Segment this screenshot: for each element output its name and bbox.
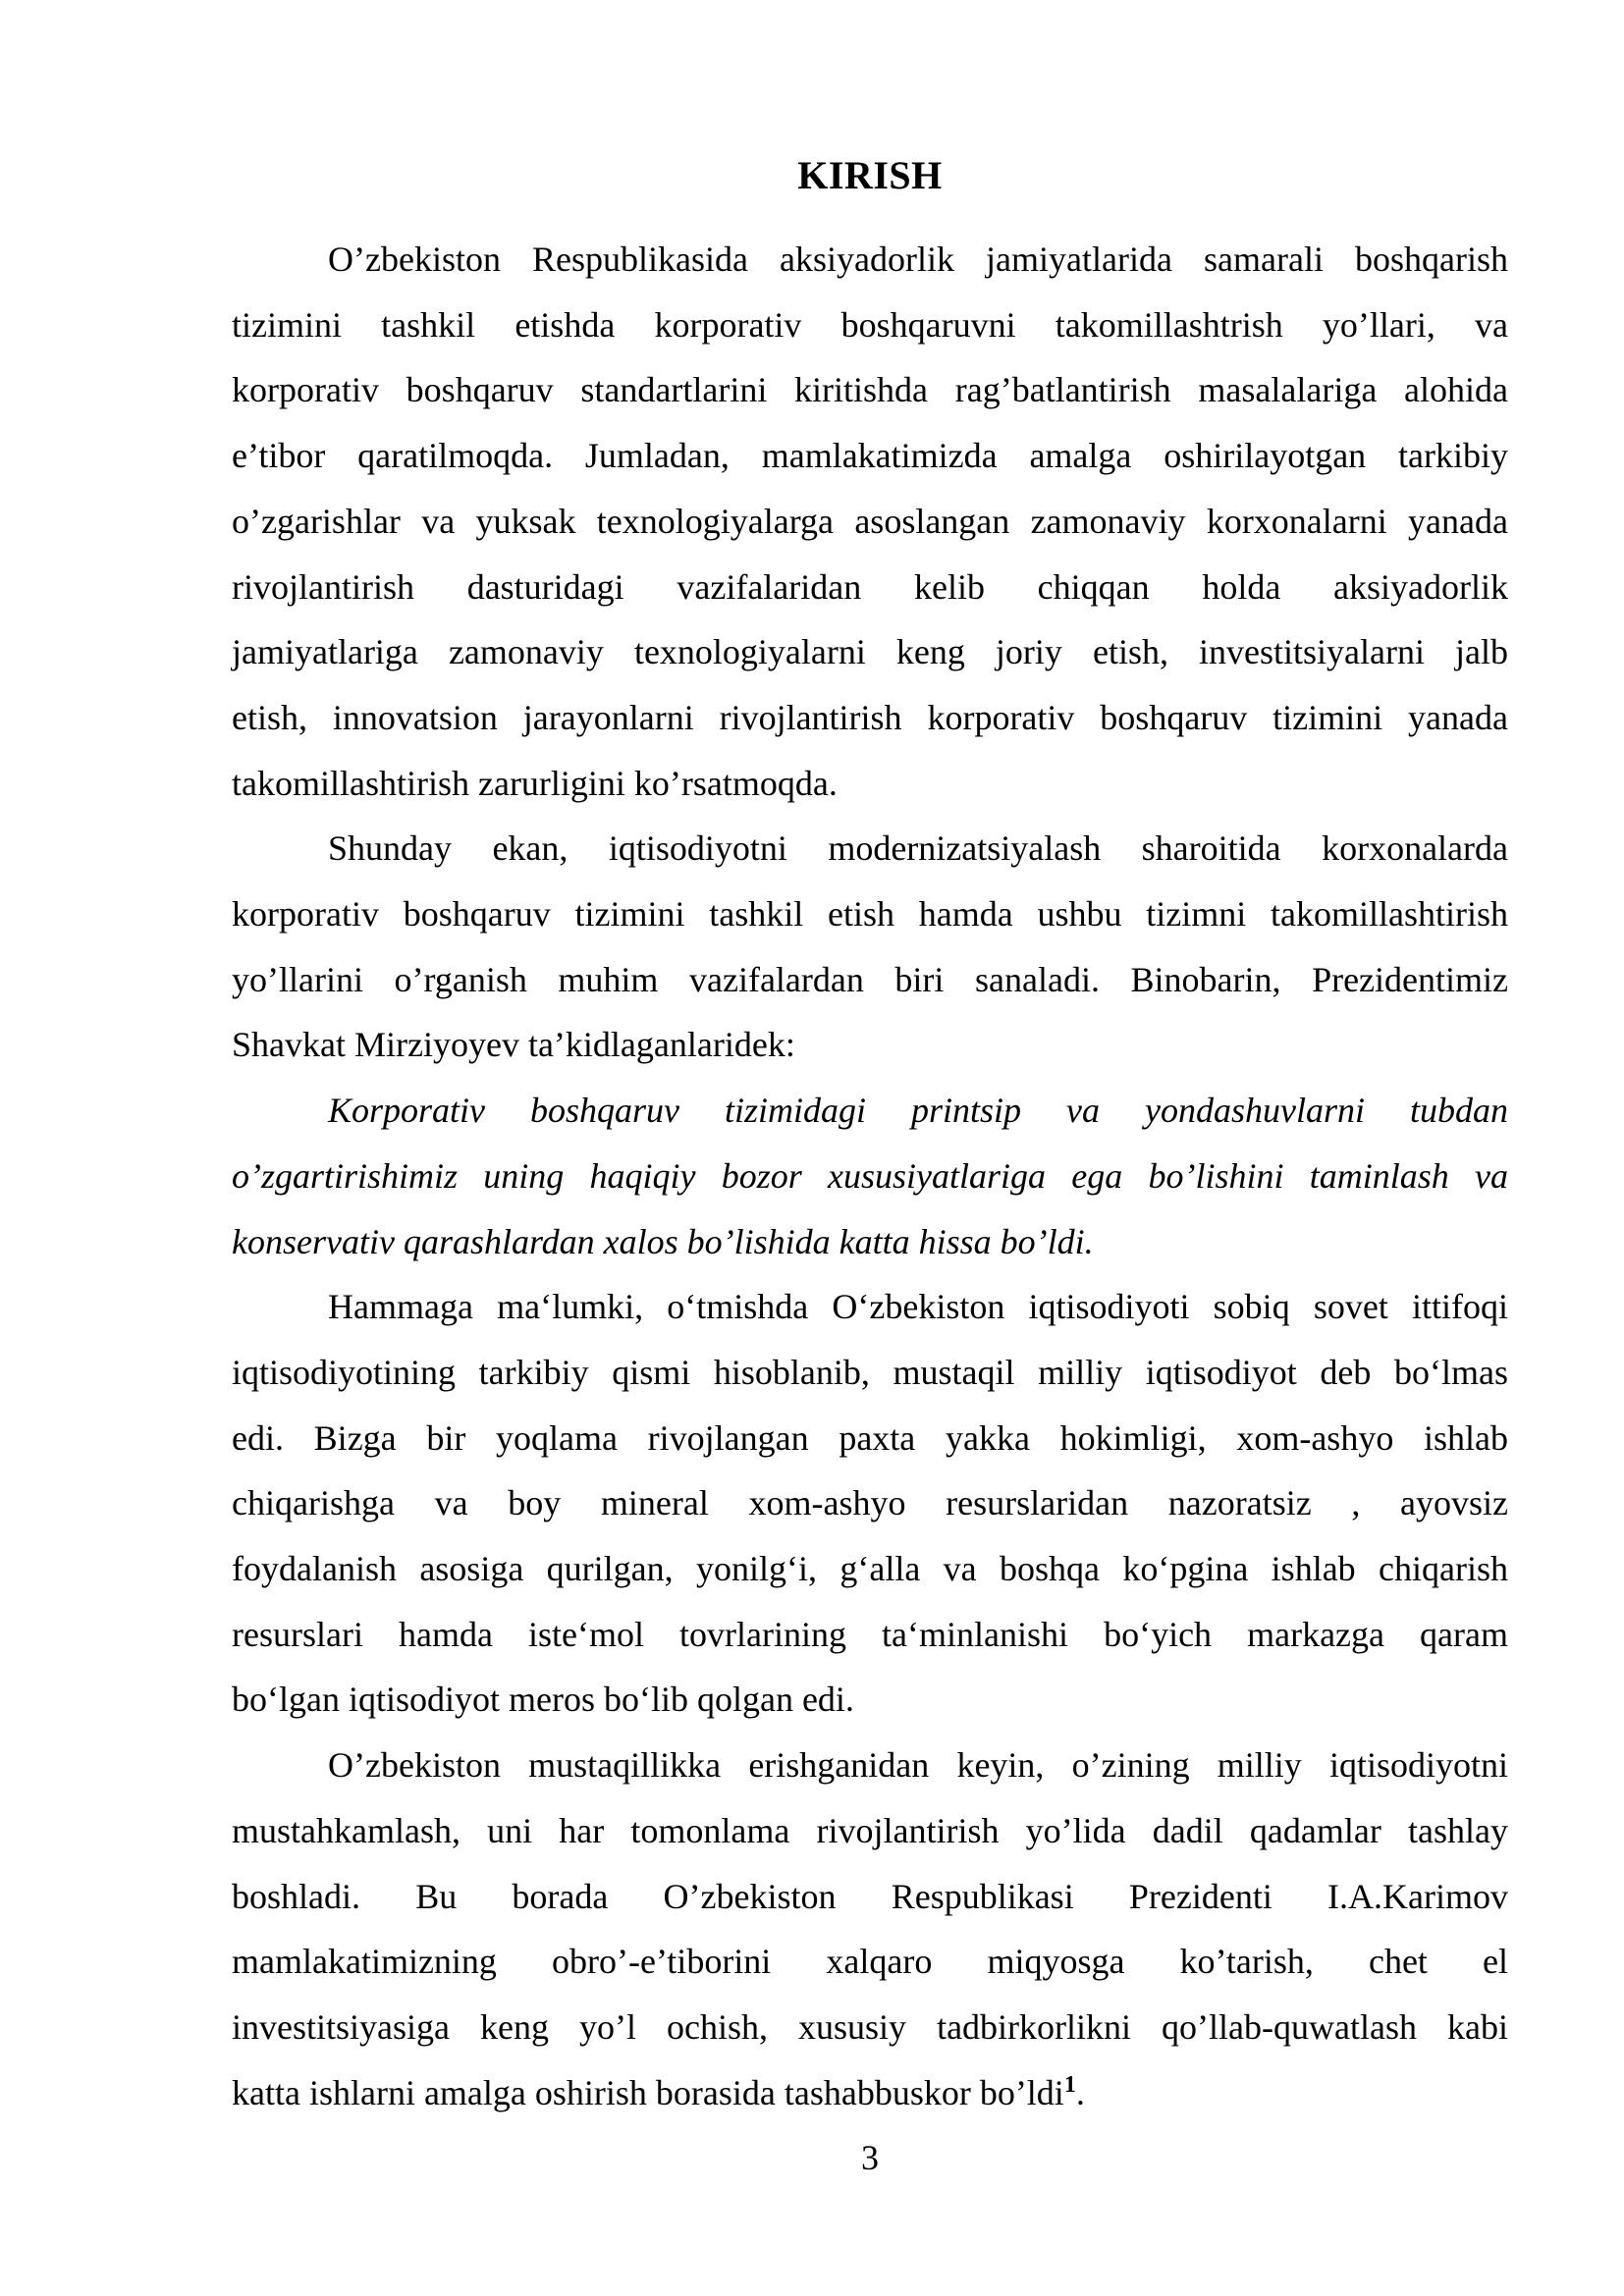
text-segment: katta ishlarni amalga oshirish borasida tashabbuskor bo’ldi — [232, 2072, 1064, 2112]
paragraph-5 — [232, 1733, 1508, 2125]
text-line: mamlakatimizning obro’-e’tiborini xalqaro miqyosga ko’tarish, chet el — [232, 1942, 1508, 1982]
text-line: investitsiyasiga keng yo’l ochish, xususiy tadbirkorlikni qo’llab-quwatlash kabi — [232, 2006, 1508, 2047]
text-line: jamiyatlariga zamonaviy texnologiyalarni keng joriy etish, investitsiyalarni jalb — [232, 632, 1508, 672]
text-line: Shunday ekan, iqtisodiyotni modernizatsiyalash sharoitida korxonalarda — [328, 828, 1508, 869]
text-line: konservativ qarashlardan xalos bo’lishida katta hissa bo’ldi. — [232, 1221, 1094, 1261]
text-line: tizimini tashkil etishda korporativ boshqaruvni takomillashtrish yo’llari, va — [232, 304, 1508, 345]
page-title: KIRISH — [797, 153, 943, 197]
text-line: korporativ boshqaruv tizimini tashkil etish hamda ushbu tizimni takomillashtirish — [232, 894, 1508, 934]
text-line: korporativ boshqaruv standartlarini kiritishda rag’batlantirish masalalariga alohida — [232, 370, 1508, 410]
text-line: rivojlantirish dasturidagi vazifalaridan kelib chiqqan holda aksiyadorlik — [232, 566, 1508, 607]
text-line: Hammaga ma‘lumki, o‘tmishda O‘zbekiston iqtisodiyoti sobiq sovet ittifoqi — [328, 1287, 1508, 1327]
footnote-reference: 1 — [1063, 2071, 1076, 2098]
text-line: Korporativ boshqaruv tizimidagi printsip va yondashuvlarni tubdan — [328, 1091, 1508, 1131]
paragraph-4 — [232, 1274, 1508, 1733]
page-number: 3 — [861, 2138, 879, 2178]
text-line: o’zgarishlar va yuksak texnologiyalarga asoslangan zamonaviy korxonalarni yanada — [232, 501, 1508, 541]
text-line: edi. Bizga bir yoqlama rivojlangan paxta yakka hokimligi, xom-ashyo ishlab — [232, 1417, 1508, 1458]
text-line: boshladi. Bu borada O’zbekiston Respublikasi Prezidenti I.A.Karimov — [232, 1876, 1508, 1916]
text-line: O’zbekiston mustaqillikka erishganidan keyin, o’zining milliy iqtisodiyotni — [328, 1745, 1508, 1786]
text-line: resurslari hamda iste‘mol tovrlarining ta‘minlanishi bo‘yich markazga qaram — [232, 1614, 1508, 1654]
text-line: yo’llarini o’rganish muhim vazifalardan biri sanaladi. Binobarin, Prezidentimiz — [232, 959, 1508, 999]
text-line: iqtisodiyotining tarkibiy qismi hisoblanib, mustaqil milliy iqtisodiyot deb bo‘lmas — [232, 1352, 1508, 1392]
text-line: Shavkat Mirziyoyev ta’kidlaganlaridek: — [232, 1025, 795, 1065]
paragraph-2 — [232, 816, 1508, 1078]
document-body — [232, 227, 1508, 2125]
paragraph-3-quote — [232, 1078, 1508, 1274]
text-line — [232, 2060, 1508, 2126]
text-line: O’zbekiston Respublikasida aksiyadorlik jamiyatlarida samarali boshqarish — [328, 240, 1508, 279]
text-segment: . — [1075, 2072, 1085, 2112]
text-line: bo‘lgan iqtisodiyot meros bo‘lib qolgan edi. — [232, 1680, 854, 1720]
text-line: takomillashtirish zarurligini ko’rsatmoqda. — [232, 763, 838, 803]
text-line: chiqarishga va boy mineral xom-ashyo resurslaridan nazoratsiz , ayovsiz — [232, 1483, 1508, 1523]
text-line: e’tibor qaratilmoqda. Jumladan, mamlakatimizda amalga oshirilayotgan tarkibiy — [232, 436, 1508, 476]
text-line: etish, innovatsion jarayonlarni rivojlantirish korporativ boshqaruv tizimini yanada — [232, 697, 1508, 737]
text-line: o’zgartirishimiz uning haqiqiy bozor xususiyatlariga ega bo’lishini taminlash va — [232, 1155, 1508, 1196]
text-line: mustahkamlash, uni har tomonlama rivojlantirish yo’lida dadil qadamlar tashlay — [232, 1810, 1508, 1850]
text-line: foydalanish asosiga qurilgan, yonilg‘i, g‘alla va boshqa ko‘pgina ishlab chiqarish — [232, 1549, 1508, 1589]
text-column — [232, 0, 1508, 2191]
paragraph-1 — [232, 227, 1508, 816]
